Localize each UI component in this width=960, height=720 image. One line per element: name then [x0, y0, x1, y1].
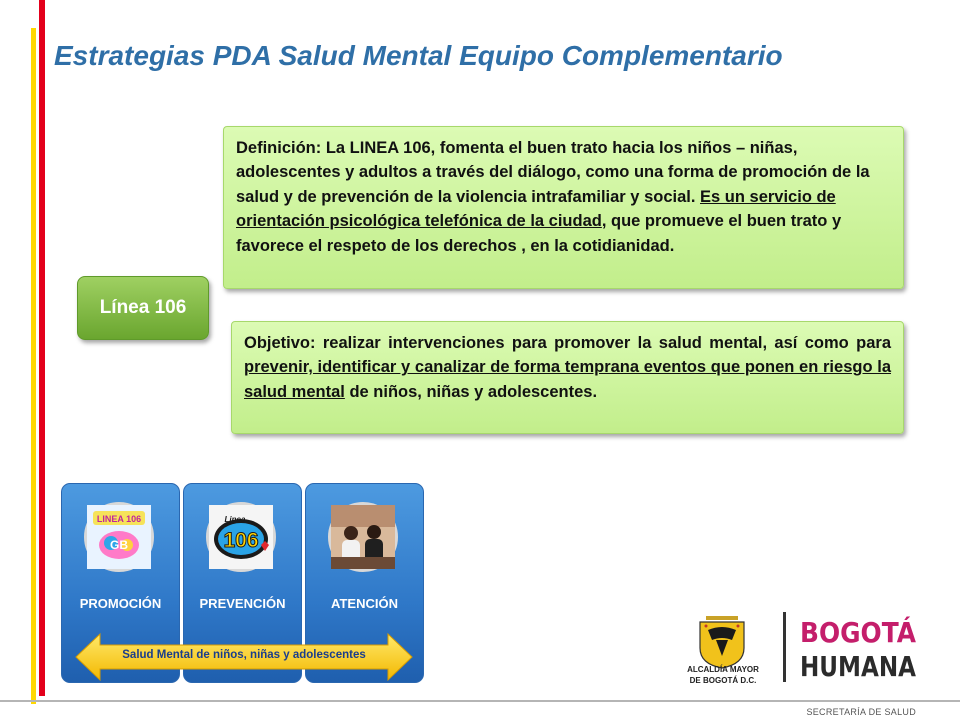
- bogota-wordmark-line-1: BOGOTÁ: [800, 616, 931, 649]
- svg-text:106: 106: [223, 529, 259, 552]
- footer-divider: [0, 700, 960, 702]
- bogota-coat-of-arms-icon: [686, 610, 758, 700]
- definition-box: [223, 126, 904, 289]
- objective-underlined-text: prevenir, identificar y canalizar de forma temprana eventos que ponen en riesgo la salud mental: [244, 358, 891, 401]
- linea-106-button[interactable]: Línea 106: [77, 276, 209, 340]
- objective-tail-text: de niños, niñas y adolescentes.: [344, 382, 598, 401]
- definition-text: Definición: La LINEA 106, fomenta el buen trato hacia los niños – niñas, adolescentes y adultos a través del diálogo, como una forma de promoción de la salud y de prevención de la violencia intrafamiliar y social.: [236, 139, 870, 206]
- accent-bar-red: [39, 0, 45, 696]
- alcaldia-line-1: ALCALDÍA MAYOR: [687, 665, 759, 674]
- footer-label: SECRETARÍA DE SALUD: [806, 707, 916, 717]
- objective-box: [231, 321, 904, 434]
- accent-bar-yellow: [31, 28, 36, 704]
- svg-text:GB: GB: [110, 538, 128, 552]
- slide-title: Estrategias PDA Salud Mental Equipo Complementario: [54, 40, 783, 71]
- alcaldia-caption: [676, 664, 770, 686]
- alcaldia-line-2: DE BOGOTÁ D.C.: [689, 676, 757, 685]
- svg-text:LINEA 106: LINEA 106: [96, 514, 142, 524]
- panel-label-atencion: ATENCIÓN: [331, 596, 398, 611]
- linea-106-logo-image: [206, 502, 276, 572]
- objective-text: Objetivo: realizar intervenciones para promover la salud mental, así como para: [244, 334, 891, 352]
- bogota-wordmark-line-2: HUMANA: [800, 650, 917, 683]
- definition-tail-text: , que promueve el buen trato y favorece el respeto de los derechos , en la cotidianidad.: [236, 212, 842, 255]
- arrow-banner-text: Salud Mental de niños, niñas y adolescentes: [122, 649, 366, 661]
- counseling-photo-image: [328, 502, 398, 572]
- panel-label-prevencion: PREVENCIÓN: [199, 596, 286, 611]
- linea-106-poster-image: [84, 502, 154, 572]
- logo-divider: [783, 612, 786, 682]
- double-arrow-banner: [74, 632, 414, 682]
- svg-text:Linea: Linea: [224, 515, 246, 524]
- panel-label-promocion: PROMOCIÓN: [79, 596, 162, 611]
- bogota-humana-logo: [800, 612, 931, 684]
- definition-underlined-text: Es un servicio de orientación psicológica telefónica de la ciudad: [236, 187, 836, 231]
